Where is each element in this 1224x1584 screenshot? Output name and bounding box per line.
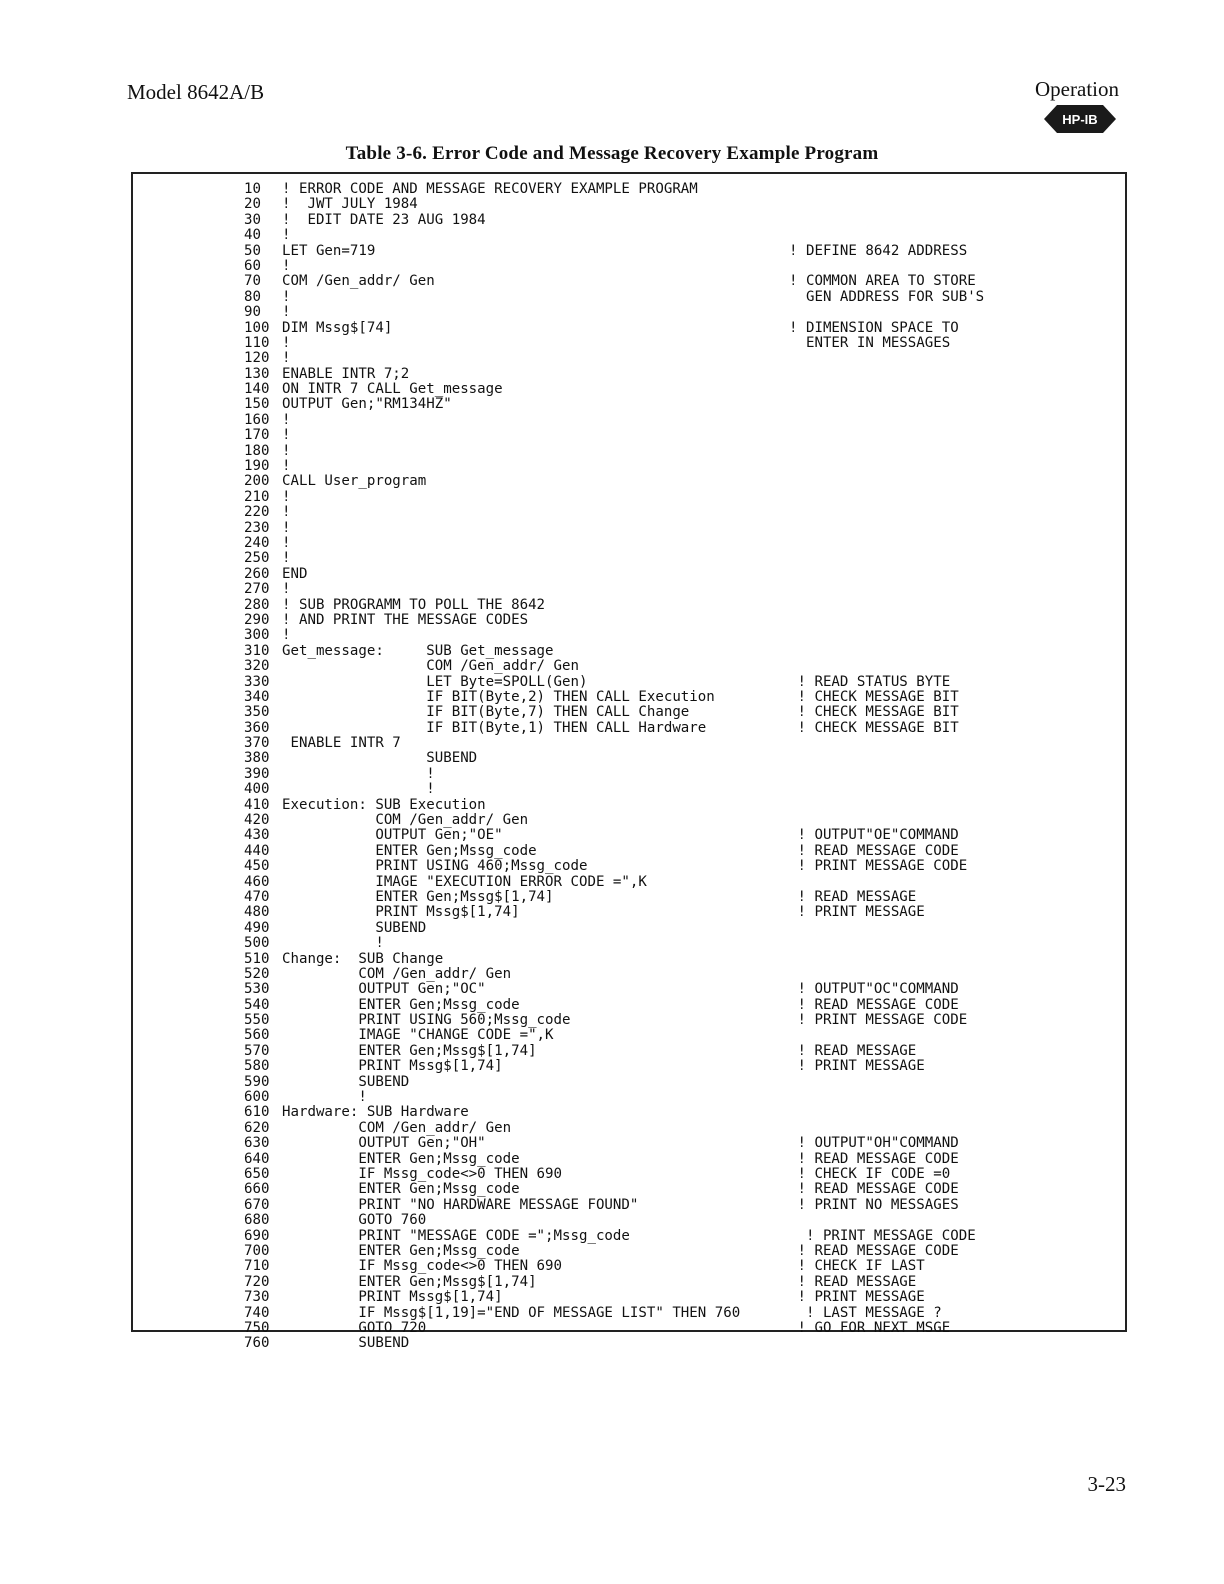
line-number: 410 bbox=[244, 796, 270, 813]
code-line bbox=[244, 828, 1114, 843]
code-line bbox=[244, 1229, 1114, 1244]
code-line bbox=[244, 798, 1114, 813]
code-line bbox=[244, 998, 1114, 1013]
code-line bbox=[244, 444, 1114, 459]
code-line bbox=[244, 1136, 1114, 1151]
code-line bbox=[244, 721, 1114, 736]
line-number: 80 bbox=[244, 288, 261, 305]
code-statement: IMAGE "CHANGE CODE =",K bbox=[282, 1027, 554, 1044]
line-number: 220 bbox=[244, 504, 270, 521]
line-number: 230 bbox=[244, 519, 270, 536]
code-statement: OUTPUT Gen;"OE" bbox=[282, 827, 503, 844]
code-line bbox=[244, 1105, 1114, 1120]
code-statement: ENTER Gen;Mssg$[1,74] bbox=[282, 1042, 537, 1059]
code-line bbox=[244, 628, 1114, 643]
line-number: 60 bbox=[244, 257, 261, 274]
code-statement: ! bbox=[282, 350, 291, 367]
code-line bbox=[244, 675, 1114, 690]
line-number: 760 bbox=[244, 1335, 270, 1352]
line-number: 490 bbox=[244, 919, 270, 936]
code-line bbox=[244, 259, 1114, 274]
code-comment: ! PRINT MESSAGE CODE bbox=[789, 1012, 968, 1029]
code-statement: GOTO 760 bbox=[282, 1212, 427, 1229]
code-statement: SUBEND bbox=[282, 1073, 410, 1090]
code-line bbox=[244, 228, 1114, 243]
code-comment: ! OUTPUT"OH"COMMAND bbox=[789, 1135, 959, 1152]
line-number: 420 bbox=[244, 812, 270, 829]
code-line bbox=[244, 1152, 1114, 1167]
line-number: 110 bbox=[244, 334, 270, 351]
code-line bbox=[244, 967, 1114, 982]
code-statement: OUTPUT Gen;"OC" bbox=[282, 981, 486, 998]
line-number: 470 bbox=[244, 888, 270, 905]
code-statement: ! bbox=[282, 504, 291, 521]
code-statement: ! bbox=[282, 1089, 367, 1106]
code-line bbox=[244, 690, 1114, 705]
line-number: 320 bbox=[244, 658, 270, 675]
code-statement: ! bbox=[282, 519, 291, 536]
line-number: 580 bbox=[244, 1058, 270, 1075]
code-line bbox=[244, 505, 1114, 520]
code-statement: IF Mssg$[1,19]="END OF MESSAGE LIST" THEN 760 bbox=[282, 1304, 741, 1321]
code-comment: ! PRINT NO MESSAGES bbox=[789, 1196, 959, 1213]
code-statement: SUBEND bbox=[282, 750, 478, 767]
code-statement: COM /Gen_addr/ Gen bbox=[282, 812, 529, 829]
code-line bbox=[244, 982, 1114, 997]
code-comment: ! DIMENSION SPACE TO bbox=[789, 319, 959, 336]
code-statement: Get_message: SUB Get_message bbox=[282, 642, 554, 659]
line-number: 270 bbox=[244, 581, 270, 598]
line-number: 140 bbox=[244, 381, 270, 398]
code-statement: CALL User_program bbox=[282, 473, 427, 490]
program-listing-box bbox=[131, 172, 1127, 1352]
code-statement: ENTER Gen;Mssg$[1,74] bbox=[282, 1273, 537, 1290]
code-line bbox=[244, 1306, 1114, 1321]
code-statement: ! bbox=[282, 534, 291, 551]
line-number: 360 bbox=[244, 719, 270, 736]
code-line bbox=[244, 1167, 1114, 1182]
code-line bbox=[244, 274, 1114, 289]
line-number: 630 bbox=[244, 1135, 270, 1152]
code-statement: OUTPUT Gen;"RM134HZ" bbox=[282, 396, 452, 413]
line-number: 150 bbox=[244, 396, 270, 413]
line-number: 120 bbox=[244, 350, 270, 367]
code-comment: ! READ MESSAGE CODE bbox=[789, 1150, 959, 1167]
code-line bbox=[244, 936, 1114, 951]
code-statement: SUBEND bbox=[282, 1335, 410, 1352]
code-statement: COM /Gen_addr/ Gen bbox=[282, 1119, 512, 1136]
code-line bbox=[244, 1336, 1114, 1351]
code-line bbox=[244, 1059, 1114, 1074]
code-line bbox=[244, 490, 1114, 505]
line-number: 70 bbox=[244, 273, 261, 290]
line-number: 350 bbox=[244, 704, 270, 721]
code-statement: ENTER Gen;Mssg_code bbox=[282, 996, 520, 1013]
line-number: 210 bbox=[244, 488, 270, 505]
code-line bbox=[244, 844, 1114, 859]
code-line bbox=[244, 305, 1114, 320]
code-line bbox=[244, 474, 1114, 489]
line-number: 180 bbox=[244, 442, 270, 459]
code-statement: ! bbox=[282, 935, 384, 952]
code-line bbox=[244, 659, 1114, 674]
code-comment: ! PRINT MESSAGE CODE bbox=[789, 858, 968, 875]
code-statement: ! AND PRINT THE MESSAGE CODES bbox=[282, 611, 529, 628]
code-line bbox=[244, 736, 1114, 751]
line-number: 540 bbox=[244, 996, 270, 1013]
code-statement: ! bbox=[282, 304, 291, 321]
page-number: 3-23 bbox=[1087, 1472, 1126, 1496]
code-comment: ! OUTPUT"OE"COMMAND bbox=[789, 827, 959, 844]
code-line bbox=[244, 521, 1114, 536]
code-line bbox=[244, 1044, 1114, 1059]
code-statement: ! bbox=[282, 458, 291, 475]
code-statement: PRINT USING 460;Mssg_code bbox=[282, 858, 588, 875]
code-statement: PRINT USING 560;Mssg_code bbox=[282, 1012, 571, 1029]
code-line bbox=[244, 397, 1114, 412]
code-line bbox=[244, 613, 1114, 628]
code-statement: ! bbox=[282, 581, 291, 598]
code-statement: ! bbox=[282, 627, 291, 644]
code-comment: ! READ MESSAGE bbox=[789, 1273, 917, 1290]
code-line bbox=[244, 1213, 1114, 1228]
code-line bbox=[244, 952, 1114, 967]
code-statement: ! bbox=[282, 411, 291, 428]
line-number: 550 bbox=[244, 1012, 270, 1029]
line-number: 640 bbox=[244, 1150, 270, 1167]
line-number: 430 bbox=[244, 827, 270, 844]
code-statement: Change: SUB Change bbox=[282, 950, 444, 967]
line-number: 750 bbox=[244, 1319, 270, 1336]
line-number: 710 bbox=[244, 1258, 270, 1275]
code-line bbox=[244, 598, 1114, 613]
line-number: 620 bbox=[244, 1119, 270, 1136]
line-number: 280 bbox=[244, 596, 270, 613]
code-statement: IF BIT(Byte,7) THEN CALL Change bbox=[282, 704, 690, 721]
line-number: 20 bbox=[244, 196, 261, 213]
code-statement: PRINT Mssg$[1,74] bbox=[282, 1058, 503, 1075]
line-number: 560 bbox=[244, 1027, 270, 1044]
line-number: 730 bbox=[244, 1289, 270, 1306]
code-statement: IMAGE "EXECUTION ERROR CODE =",K bbox=[282, 873, 647, 890]
code-statement: ! SUB PROGRAMM TO POLL THE 8642 bbox=[282, 596, 546, 613]
code-statement: PRINT Mssg$[1,74] bbox=[282, 1289, 503, 1306]
code-statement: END bbox=[282, 565, 308, 582]
code-statement: PRINT "MESSAGE CODE =";Mssg_code bbox=[282, 1227, 630, 1244]
code-statement: IF Mssg_code<>0 THEN 690 bbox=[282, 1258, 563, 1275]
code-comment: ! PRINT MESSAGE bbox=[789, 904, 925, 921]
code-statement: ENTER Gen;Mssg_code bbox=[282, 842, 537, 859]
code-line bbox=[244, 1121, 1114, 1136]
code-statement: SUBEND bbox=[282, 919, 427, 936]
line-number: 460 bbox=[244, 873, 270, 890]
code-statement: ! bbox=[282, 288, 291, 305]
line-number: 480 bbox=[244, 904, 270, 921]
code-comment: ! CHECK MESSAGE BIT bbox=[789, 688, 959, 705]
code-statement: IF BIT(Byte,1) THEN CALL Hardware bbox=[282, 719, 707, 736]
code-line bbox=[244, 382, 1114, 397]
line-number: 400 bbox=[244, 781, 270, 798]
line-number: 670 bbox=[244, 1196, 270, 1213]
code-statement: ! bbox=[282, 550, 291, 567]
line-number: 10 bbox=[244, 181, 261, 197]
line-number: 30 bbox=[244, 211, 261, 228]
code-line bbox=[244, 782, 1114, 797]
code-line bbox=[244, 536, 1114, 551]
line-number: 740 bbox=[244, 1304, 270, 1321]
code-comment: ! READ MESSAGE bbox=[789, 1042, 917, 1059]
line-number: 610 bbox=[244, 1104, 270, 1121]
code-comment: ENTER IN MESSAGES bbox=[789, 334, 951, 351]
code-line bbox=[244, 582, 1114, 597]
code-line bbox=[244, 197, 1114, 212]
line-number: 40 bbox=[244, 227, 261, 244]
line-number: 130 bbox=[244, 365, 270, 382]
hp-ib-badge bbox=[1044, 105, 1116, 133]
line-number: 530 bbox=[244, 981, 270, 998]
code-line bbox=[244, 1090, 1114, 1105]
line-number: 190 bbox=[244, 458, 270, 475]
code-line bbox=[244, 321, 1114, 336]
code-line bbox=[244, 921, 1114, 936]
code-comment: ! DEFINE 8642 ADDRESS bbox=[789, 242, 968, 259]
line-number: 570 bbox=[244, 1042, 270, 1059]
line-number: 330 bbox=[244, 673, 270, 690]
code-line bbox=[244, 1259, 1114, 1274]
code-statement: ENABLE INTR 7;2 bbox=[282, 365, 410, 382]
program-listing bbox=[244, 182, 1114, 1352]
code-comment: ! OUTPUT"OC"COMMAND bbox=[789, 981, 959, 998]
line-number: 390 bbox=[244, 765, 270, 782]
code-line bbox=[244, 336, 1114, 351]
code-statement: PRINT "NO HARDWARE MESSAGE FOUND" bbox=[282, 1196, 639, 1213]
line-number: 450 bbox=[244, 858, 270, 875]
code-line bbox=[244, 905, 1114, 920]
code-line bbox=[244, 244, 1114, 259]
code-statement: PRINT Mssg$[1,74] bbox=[282, 904, 520, 921]
code-statement: Execution: SUB Execution bbox=[282, 796, 486, 813]
line-number: 240 bbox=[244, 534, 270, 551]
code-statement: ! EDIT DATE 23 AUG 1984 bbox=[282, 211, 486, 228]
code-comment: ! CHECK MESSAGE BIT bbox=[789, 704, 959, 721]
line-number: 590 bbox=[244, 1073, 270, 1090]
line-number: 690 bbox=[244, 1227, 270, 1244]
code-statement: LET Gen=719 bbox=[282, 242, 376, 259]
code-line bbox=[244, 705, 1114, 720]
code-comment: ! READ MESSAGE CODE bbox=[789, 996, 959, 1013]
code-statement: ON INTR 7 CALL Get_message bbox=[282, 381, 503, 398]
model-header: Model 8642A/B bbox=[127, 80, 265, 104]
line-number: 650 bbox=[244, 1166, 270, 1182]
code-line bbox=[244, 1075, 1114, 1090]
code-comment: ! PRINT MESSAGE CODE bbox=[789, 1227, 976, 1244]
table-title: Table 3-6. Error Code and Message Recovery Example Program bbox=[345, 143, 879, 164]
line-number: 200 bbox=[244, 473, 270, 490]
code-comment: ! GO FOR NEXT MSGE bbox=[789, 1319, 951, 1336]
code-statement: LET Byte=SPOLL(Gen) bbox=[282, 673, 588, 690]
line-number: 700 bbox=[244, 1242, 270, 1259]
line-number: 520 bbox=[244, 965, 270, 982]
code-comment: ! LAST MESSAGE ? bbox=[789, 1304, 942, 1321]
line-number: 260 bbox=[244, 565, 270, 582]
code-statement: ! bbox=[282, 488, 291, 505]
code-line bbox=[244, 182, 1114, 197]
code-statement: ! bbox=[282, 427, 291, 444]
code-line bbox=[244, 367, 1114, 382]
code-statement: ! JWT JULY 1984 bbox=[282, 196, 418, 213]
code-line bbox=[244, 1244, 1114, 1259]
code-line bbox=[244, 428, 1114, 443]
code-line bbox=[244, 1013, 1114, 1028]
code-comment: ! READ STATUS BYTE bbox=[789, 673, 951, 690]
code-line bbox=[244, 290, 1114, 305]
code-line bbox=[244, 875, 1114, 890]
line-number: 170 bbox=[244, 427, 270, 444]
code-statement: ! bbox=[282, 781, 435, 798]
code-line bbox=[244, 351, 1114, 366]
line-number: 160 bbox=[244, 411, 270, 428]
line-number: 250 bbox=[244, 550, 270, 567]
code-line bbox=[244, 459, 1114, 474]
line-number: 380 bbox=[244, 750, 270, 767]
code-statement: ! bbox=[282, 334, 291, 351]
line-number: 90 bbox=[244, 304, 261, 321]
code-statement: ! bbox=[282, 227, 291, 244]
line-number: 370 bbox=[244, 735, 270, 752]
line-number: 510 bbox=[244, 950, 270, 967]
code-comment: ! CHECK IF LAST bbox=[789, 1258, 925, 1275]
code-line bbox=[244, 551, 1114, 566]
code-comment: ! READ MESSAGE CODE bbox=[789, 1181, 959, 1198]
code-statement: IF Mssg_code<>0 THEN 690 bbox=[282, 1166, 563, 1182]
code-statement: ENTER Gen;Mssg$[1,74] bbox=[282, 888, 554, 905]
code-statement: ENTER Gen;Mssg_code bbox=[282, 1150, 520, 1167]
line-number: 660 bbox=[244, 1181, 270, 1198]
line-number: 440 bbox=[244, 842, 270, 859]
code-comment: GEN ADDRESS FOR SUB'S bbox=[789, 288, 985, 305]
code-comment: ! READ MESSAGE CODE bbox=[789, 1242, 959, 1259]
code-line bbox=[244, 751, 1114, 766]
code-statement: ENTER Gen;Mssg_code bbox=[282, 1242, 520, 1259]
code-line bbox=[244, 767, 1114, 782]
line-number: 340 bbox=[244, 688, 270, 705]
code-comment: ! PRINT MESSAGE bbox=[789, 1058, 925, 1075]
code-statement: ! bbox=[282, 765, 435, 782]
code-statement: ! ERROR CODE AND MESSAGE RECOVERY EXAMPLE PROGRAM bbox=[282, 181, 698, 197]
code-line bbox=[244, 813, 1114, 828]
line-number: 500 bbox=[244, 935, 270, 952]
code-line bbox=[244, 859, 1114, 874]
code-comment: ! PRINT MESSAGE bbox=[789, 1289, 925, 1306]
code-statement: ! bbox=[282, 257, 291, 274]
code-statement: COM /Gen_addr/ Gen bbox=[282, 658, 579, 675]
code-statement: OUTPUT Gen;"OH" bbox=[282, 1135, 486, 1152]
code-line bbox=[244, 1275, 1114, 1290]
code-comment: ! CHECK MESSAGE BIT bbox=[789, 719, 959, 736]
code-statement: IF BIT(Byte,2) THEN CALL Execution bbox=[282, 688, 715, 705]
line-number: 300 bbox=[244, 627, 270, 644]
code-statement: ENTER Gen;Mssg_code bbox=[282, 1181, 520, 1198]
code-comment: ! COMMON AREA TO STORE bbox=[789, 273, 976, 290]
code-statement: ! bbox=[282, 442, 291, 459]
code-statement: DIM Mssg$[74] bbox=[282, 319, 393, 336]
line-number: 720 bbox=[244, 1273, 270, 1290]
code-line bbox=[244, 567, 1114, 582]
code-line bbox=[244, 213, 1114, 228]
code-statement: COM /Gen_addr/ Gen bbox=[282, 273, 435, 290]
code-line bbox=[244, 1182, 1114, 1197]
line-number: 600 bbox=[244, 1089, 270, 1106]
code-comment: ! CHECK IF CODE =0 bbox=[789, 1166, 951, 1182]
code-line bbox=[244, 1321, 1114, 1336]
line-number: 310 bbox=[244, 642, 270, 659]
code-line bbox=[244, 1198, 1114, 1213]
code-comment: ! READ MESSAGE bbox=[789, 888, 917, 905]
line-number: 50 bbox=[244, 242, 261, 259]
code-line bbox=[244, 890, 1114, 905]
line-number: 290 bbox=[244, 611, 270, 628]
line-number: 100 bbox=[244, 319, 270, 336]
code-line bbox=[244, 1028, 1114, 1043]
hp-ib-badge-label: HP-IB bbox=[1062, 112, 1098, 127]
code-statement: ENABLE INTR 7 bbox=[282, 735, 401, 752]
section-header: Operation bbox=[1035, 77, 1119, 101]
code-line bbox=[244, 644, 1114, 659]
code-line bbox=[244, 413, 1114, 428]
code-statement: GOTO 720 bbox=[282, 1319, 427, 1336]
code-statement: Hardware: SUB Hardware bbox=[282, 1104, 469, 1121]
code-statement: COM /Gen_addr/ Gen bbox=[282, 965, 512, 982]
code-line bbox=[244, 1290, 1114, 1305]
code-comment: ! READ MESSAGE CODE bbox=[789, 842, 959, 859]
line-number: 680 bbox=[244, 1212, 270, 1229]
